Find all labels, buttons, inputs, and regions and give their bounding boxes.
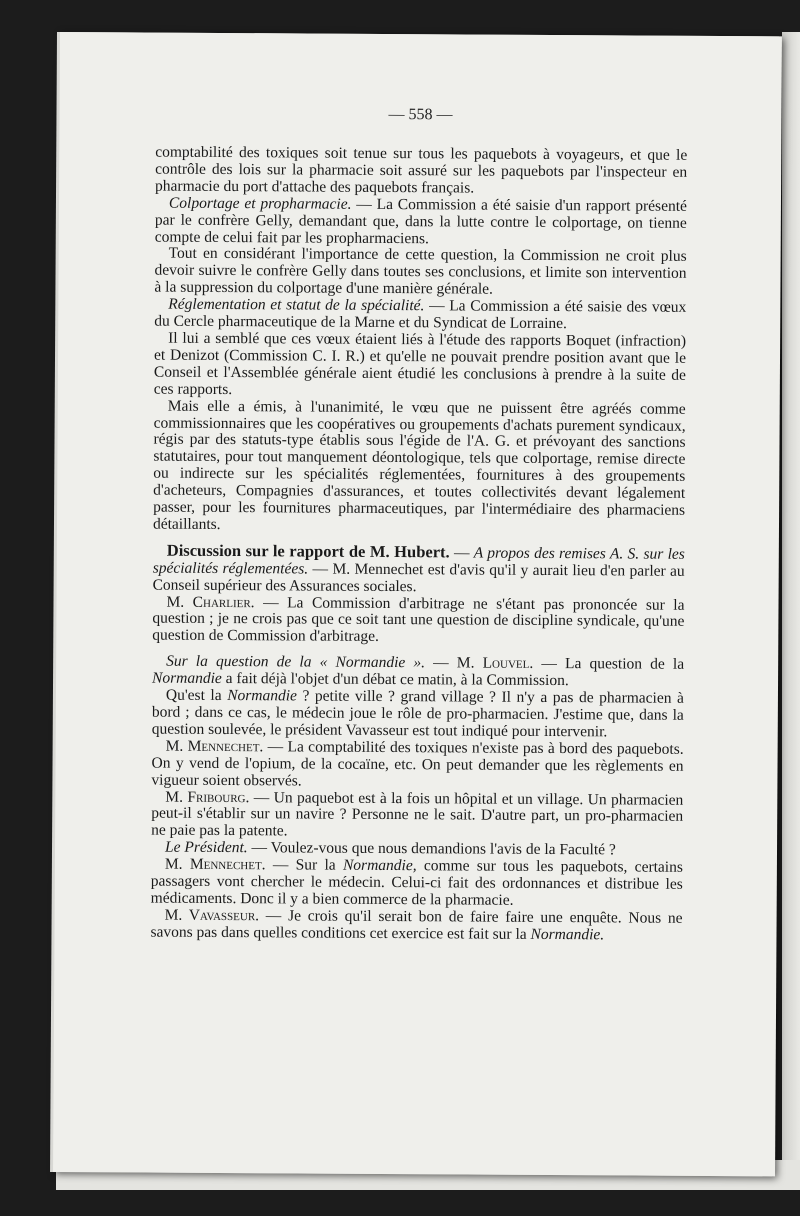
paragraph: Mais elle a émis, à l'unanimité, le vœu que ne puissent être agréés comme commissionnaires que les coopératives ou groupements d'achats purement syndicaux, régis par des statuts-type établis sous l'égide de l'A. G. et prévoyant des sanctions statutaires, pour tout manquement déontologique, tels que colportage, remise directe ou indirecte sur les spécialités réglementées, fournitures à des groupements d'acheteurs, Compagnies d'assurances, et toutes collectivités devant légalement passer, pour les fournitures pharmaceutiques, par l'intermédiaire des pharmaciens détaillants. xyxy=(152,397,686,533)
ship-name: Normandie xyxy=(152,669,222,688)
subject-title: A propos des remises A. S. sur les spécialités réglementées. xyxy=(152,544,685,578)
body-text xyxy=(150,145,687,945)
paragraph-text: — xyxy=(449,544,474,562)
speaker-name: Le Président. xyxy=(164,838,248,857)
speaker-name: M. Mennechet. xyxy=(164,855,266,874)
speaker-name: M. Mennechet. xyxy=(165,737,264,756)
paragraph-text: — M. Mennechet est d'avis qu'il y aurait lieu d'en parler au Conseil supérieur des Assurances sociales. xyxy=(152,560,685,595)
paragraph-text: — La question de la xyxy=(533,655,685,674)
paragraph-text: ? petite ville ? grand village ? Il n'y a pas de pharmacien à bord ; dans ce cas, le médecin joue le rôle de pro-pharmacien. J'estime que, dans la question soulevée, le président Vavasseur est tout indiqué pour intervenir. xyxy=(151,687,684,741)
paragraph xyxy=(152,654,684,691)
paragraph-text: — Un paquebot est à la fois un hôpital et un village. Un pharmacien peut-il s'établir sur un navire ? Personne ne le sait. D'autre part, un pro-pharmacien ne paie pas la patente. xyxy=(151,788,684,840)
ship-name: Normandie, xyxy=(342,856,417,875)
paragraph xyxy=(152,688,684,742)
paragraph-text: — La Commission a été saisie d'un rapport présenté par le confrère Gelly, demandant que, dans la lutte contre le colportage, on tienne compte de celui fait par les propharmaciens. xyxy=(154,195,688,247)
page-number: — 558 — xyxy=(388,106,453,124)
speaker-name: M. Charlier. xyxy=(166,593,255,611)
page-edge xyxy=(782,32,800,1182)
paragraph: Il lui a semblé que ces vœux étaient liés à l'étude des rapports Boquet (infraction) et Denizot (Commission C. I. R.) et qu'elle ne pouvait prendre position avant que le Conseil et l'Assemblée générale aient étudié les conclusions à prendre à la suite de ces rapports. xyxy=(153,329,687,398)
paragraph-text: — Je crois qu'il serait bon de faire faire une enquête. Nous ne savons pas dans quelles conditions cet exercice est fait sur la xyxy=(150,907,683,943)
paragraph xyxy=(154,297,686,334)
paragraph xyxy=(153,542,685,597)
paragraph xyxy=(152,594,684,648)
paragraph-text: Qu'est la xyxy=(165,686,228,705)
paragraph-text: — M. xyxy=(424,654,483,672)
paragraph: Tout en considérant l'importance de cette question, la Commission ne croit plus devoir suivre le confrère Gelly dans toutes ses conclusions, et limite son intervention à la suppression du colportage d'une manière générale. xyxy=(154,245,687,298)
paragraph-text: — La Commission d'arbitrage ne s'étant pas prononcée sur la question ; je ne crois pas que ce soit tant une question de discipline syndicale, qu'une question de Commission d'arbitrage. xyxy=(152,593,685,646)
paragraph-text: — La Commission a été saisie des vœux du Cercle pharmaceutique de la Marne et du Syndicat de Lorraine. xyxy=(154,297,687,333)
paragraph xyxy=(151,738,683,792)
paragraph xyxy=(151,857,683,911)
speaker-name: M. Vavasseur. xyxy=(164,906,260,925)
ship-name: Normandie. xyxy=(530,925,605,944)
paragraph-text: — Voulez-vous que nous demandions l'avis de la Faculté ? xyxy=(247,839,616,859)
paragraph: comptabilité des toxiques soit tenue sur tous les paquebots à voyageurs, et que le contrôle des lois sur la pharmacie soit assuré sur les paquebots par l'inspecteur en pharmacie du port d'attache des paquebots français. xyxy=(155,143,688,197)
paragraph xyxy=(150,907,682,944)
subject-title: Sur la question de la « Normandie ». xyxy=(166,652,426,672)
paragraph-text: comme sur tous les paquebots, certains passagers vont chercher le médecin. Celui-ci fait des ordonnances et distribue les médicaments. Donc il y a bien commerce de la pharmacie. xyxy=(150,857,683,909)
paragraph-text: a fait déjà l'objet d'un débat ce matin, à la Commission. xyxy=(221,670,569,690)
section-title: Réglementation et statut de la spécialité. xyxy=(168,295,425,315)
speaker-name: Louvel. xyxy=(482,654,534,673)
paragraph-text: — Sur la xyxy=(265,856,344,874)
paragraph xyxy=(151,789,683,843)
ship-name: Normandie xyxy=(227,687,298,705)
discussion-heading: Discussion sur le rapport de M. Hubert. xyxy=(166,540,450,562)
section-title: Colportage et propharmacie. xyxy=(168,194,352,213)
paragraph-text: — La comptabilité des toxiques n'existe pas à bord des paquebots. On y vend de l'opium, de la cocaïne, etc. On peut demander que les règlements en vigueur soient observés. xyxy=(151,738,684,790)
document-page xyxy=(53,32,782,1176)
speaker-name: M. Fribourg. xyxy=(165,788,250,806)
paragraph xyxy=(155,195,687,249)
